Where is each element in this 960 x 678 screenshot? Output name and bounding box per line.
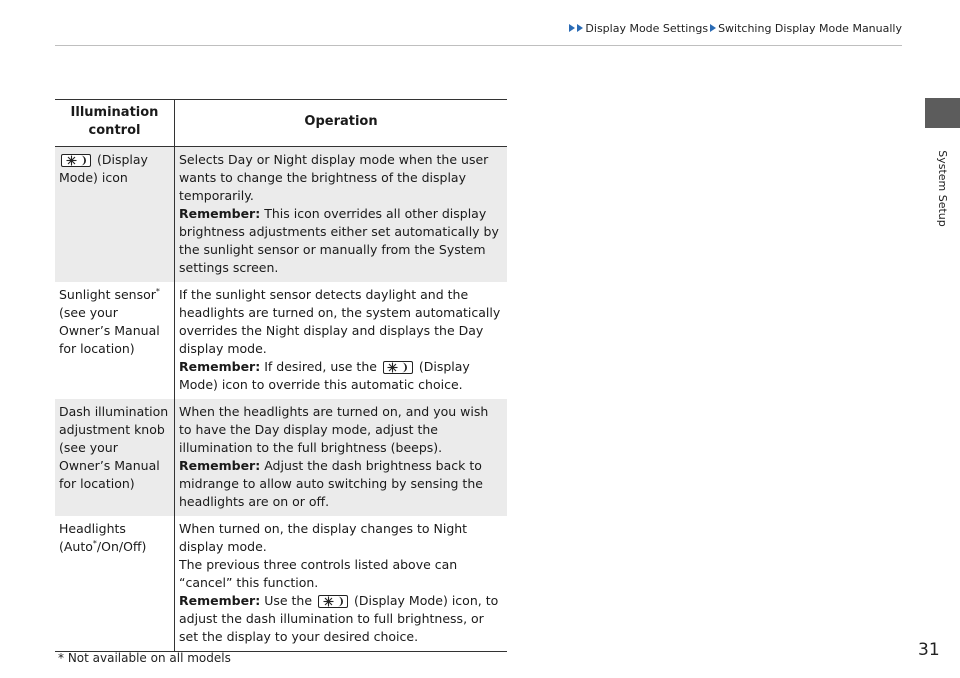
operation-text: Selects Day or Night display mode when the user wants to change the brightness of the display temporarily. [179,152,489,203]
section-tab-label [925,138,960,238]
header-divider [55,45,902,46]
breadcrumb-arrows [569,24,585,32]
control-label: Dash illumination adjustment knob (see your Owner’s Manual for location) [59,404,169,491]
triangle-right-icon [577,24,583,32]
control-label: Sunlight sensor [59,287,156,302]
remember-text: Adjust the dash brightness back to midrange to allow auto switching by sensing the headlights are on or off. [179,458,483,509]
operation-cell [175,282,508,399]
section-tab-marker [925,98,960,128]
remember-label: Remember: [179,458,261,473]
operation-cell [175,516,508,652]
operation-text: The previous three controls listed above can “cancel” this function. [179,557,458,590]
triangle-right-icon [569,24,575,32]
remember-text: This icon overrides all other display brightness adjustments either set automatically by the sunlight sensor or manually from the System settings screen. [179,206,499,275]
table-row [55,399,507,516]
remember-text: If desired, use the [260,359,381,374]
remember-label: Remember: [179,593,261,608]
control-cell [55,282,175,399]
breadcrumb [0,18,902,38]
remember-text: (Display Mode) icon to override this automatic choice. [179,359,470,392]
table-row [55,147,507,283]
operation-text: When the headlights are turned on, and you wish to have the Day display mode, adjust the illumination to the full brightness (beeps). [179,404,489,455]
control-cell [55,516,175,652]
remember-label: Remember: [179,359,261,374]
footnote-marker: * [92,538,97,548]
display-mode-icon [383,361,413,374]
page-number: 31 [918,640,940,660]
operation-text: If the sunlight sensor detects daylight and the headlights are turned on, the system automatically overrides the Night display and displays the Day display mode. [179,287,501,356]
section-tab-text: System Setup [936,149,950,227]
illumination-control-table [55,99,507,652]
control-note: (see your Owner’s Manual for location) [59,305,160,356]
remember-label: Remember: [179,206,261,221]
table-header-row [55,100,507,147]
table-row [55,516,507,652]
control-label: (Display Mode) icon [59,152,148,185]
display-mode-icon [61,154,91,167]
breadcrumb-item-display-mode-settings[interactable]: Display Mode Settings [585,21,709,35]
table-row [55,282,507,399]
control-note: /On/Off) [96,539,147,554]
control-note: (Auto [59,539,93,554]
display-mode-icon [318,595,348,608]
operation-cell [175,399,508,516]
triangle-right-icon [710,24,716,32]
breadcrumb-separator [710,24,718,32]
remember-text: Use the [260,593,317,608]
control-cell [55,147,175,283]
column-header-illumination-control: Illumination control [55,100,175,147]
remember-text: (Display Mode) icon, to adjust the dash illumination to full brightness, or set the display to your desired choice. [179,593,499,644]
operation-cell [175,147,508,283]
control-label: Headlights [59,521,126,536]
column-header-operation: Operation [175,100,508,147]
control-cell [55,399,175,516]
footnote-marker: * [155,286,160,296]
operation-text: When turned on, the display changes to Night display mode. [179,521,468,554]
footnote: * Not available on all models [58,651,231,665]
breadcrumb-item-switching-display-mode[interactable]: Switching Display Mode Manually [718,21,902,35]
